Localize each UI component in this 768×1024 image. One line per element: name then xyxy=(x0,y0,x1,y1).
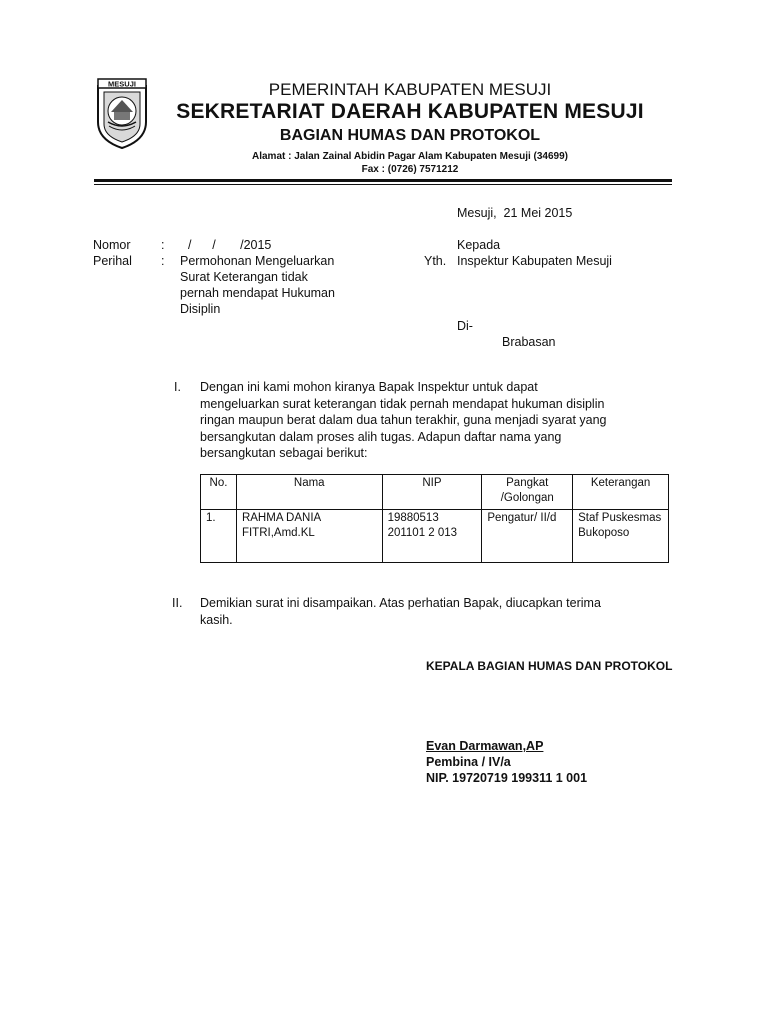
recipient-place: Brabasan xyxy=(502,335,556,349)
paragraph-line: Demikian surat ini disampaikan. Atas perhatian Bapak, diucapkan terima xyxy=(200,596,601,610)
letter-date: Mesuji, 21 Mei 2015 xyxy=(457,206,573,220)
section-2-marker: II. xyxy=(172,596,183,610)
employee-table xyxy=(200,474,669,563)
yth-label: Yth. xyxy=(424,254,447,268)
header-keterangan: Keterangan xyxy=(573,475,669,510)
perihal-line: Disiplin xyxy=(180,302,221,316)
cell-nama: RAHMA DANIA FITRI,Amd.KL xyxy=(236,510,382,563)
header-no: No. xyxy=(201,475,237,510)
table-row xyxy=(201,510,669,563)
paragraph-line: bersangkutan sebagai berikut: xyxy=(200,446,368,460)
cell-keterangan: Staf Puskesmas Bukoposo xyxy=(573,510,669,563)
section-1-paragraph xyxy=(200,379,669,462)
section-1-marker: I. xyxy=(174,380,181,394)
header-nip: NIP xyxy=(382,475,482,510)
government-line: PEMERINTAH KABUPATEN MESUJI xyxy=(268,80,552,99)
nomor-value: / / /2015 xyxy=(188,238,272,252)
paragraph-line: bersangkutan dalam proses alih tugas. Adapun daftar nama yang xyxy=(200,429,562,444)
secretariat-title: SEKRETARIAT DAERAH KABUPATEN MESUJI xyxy=(176,100,644,123)
table-header-row xyxy=(201,475,669,510)
paragraph-line: mengeluarkan surat keterangan tidak pernah mendapat hukuman disiplin xyxy=(200,396,605,411)
recipient-name: Inspektur Kabupaten Mesuji xyxy=(457,254,612,268)
paragraph-line: Dengan ini kami mohon kiranya Bapak Inspektur untuk dapat xyxy=(200,380,538,394)
signatory-nip: NIP. 19720719 199311 1 001 xyxy=(426,771,588,785)
nomor-label: Nomor xyxy=(93,238,131,252)
nomor-colon: : xyxy=(161,238,165,252)
perihal-line: Permohonan Mengeluarkan xyxy=(180,254,335,268)
kepada-label: Kepada xyxy=(457,238,501,252)
address-line: Alamat : Jalan Zainal Abidin Pagar Alam Kabupaten Mesuji (34699) xyxy=(251,151,568,162)
signatory-name: Evan Darmawan,AP xyxy=(426,739,544,753)
cell-pangkat: Pengatur/ II/d xyxy=(482,510,573,563)
signatory-rank: Pembina / IV/a xyxy=(426,755,511,769)
header-nama: Nama xyxy=(236,475,382,510)
cell-nip: 19880513 201101 2 013 xyxy=(382,510,482,563)
signatory-title: KEPALA BAGIAN HUMAS DAN PROTOKOL xyxy=(426,659,673,673)
perihal-line: pernah mendapat Hukuman xyxy=(180,286,335,300)
letterhead-divider-thin xyxy=(94,184,672,185)
paragraph-line: ringan maupun berat dalam dua tahun terakhir, guna menjadi syarat yang xyxy=(200,413,607,427)
letterhead-divider-thick xyxy=(94,179,672,182)
section-2-paragraph xyxy=(200,595,669,628)
svg-text:MESUJI: MESUJI xyxy=(108,79,136,89)
header-pangkat: Pangkat /Golongan xyxy=(482,475,573,510)
perihal-line: Surat Keterangan tidak xyxy=(180,270,308,284)
perihal-colon: : xyxy=(161,254,165,268)
perihal-label: Perihal xyxy=(93,254,132,268)
fax-line: Fax : (0726) 7571212 xyxy=(361,164,459,175)
department-title: BAGIAN HUMAS DAN PROTOKOL xyxy=(279,127,541,144)
di-label: Di- xyxy=(457,319,473,333)
paragraph-line: kasih. xyxy=(200,612,233,627)
cell-no: 1. xyxy=(201,510,237,563)
